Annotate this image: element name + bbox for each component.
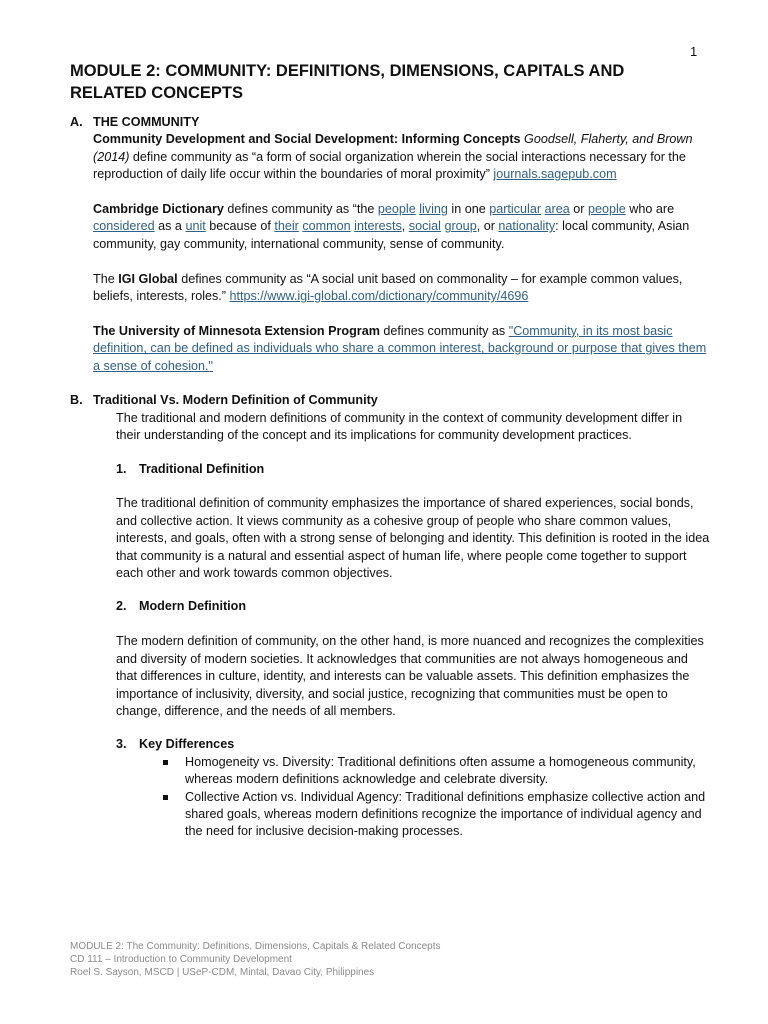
link-common[interactable]: common [302, 219, 351, 234]
traditional-definition-heading [70, 461, 710, 478]
link-area[interactable]: area [544, 202, 570, 217]
subheading-title: Key Differences [139, 737, 235, 752]
list-item [185, 789, 710, 841]
link-people[interactable]: people [377, 202, 416, 217]
footer-module-line: MODULE 2: The Community: Definitions, Dimensions, Capitals & Related Concepts [70, 941, 441, 952]
footer-author-line: Roel S. Sayson, MSCD | USeP-CDM, Mintal, Davao City, Philippines [70, 967, 375, 979]
link-unit[interactable]: unit [185, 219, 206, 234]
subheading-title: Traditional Definition [139, 461, 265, 476]
key-differences-list [70, 754, 710, 841]
link-particular[interactable]: particular [489, 202, 542, 217]
document-body [70, 114, 710, 841]
section-b-heading [70, 392, 710, 409]
list-item [185, 754, 710, 789]
cambridge-text: , [401, 219, 406, 234]
subheading-number: 1. [116, 461, 127, 476]
list-item-text: Collective Action vs. Individual Agency: Traditional definitions emphasize collective action and shared goals, whereas modern definitions recognize the importance of individual agency and the need for inclusive decision-making processes. [185, 789, 706, 839]
link-people-2[interactable]: people [587, 202, 626, 217]
subheading-number: 3. [116, 737, 127, 752]
section-a-title: THE COMMUNITY [93, 115, 200, 129]
cambridge-text: defines community as “the [227, 202, 375, 217]
igi-text: defines community as “A social unit based on commonality – for example common values, beliefs, interests, roles.” [93, 271, 683, 304]
subheading-title: Modern Definition [139, 599, 247, 614]
section-a-heading [70, 114, 710, 131]
page-title: MODULE 2: COMMUNITY: DEFINITIONS, DIMENSIONS, CAPITALS AND RELATED CONCEPTS [70, 62, 625, 102]
cambridge-text: , or [476, 219, 495, 234]
modern-definition-body: The modern definition of community, on the other hand, is more nuanced and recognizes the complexities and diversity of modern societies. It acknowledges that communities are not always homogeneous and that differences in culture, identity, and interests can be valuable assets. This definition emphasizes the importance of inclusivity, diversity, and social justice, recognizing that communities must be open to change, difference, and the needs of all members. [116, 634, 704, 718]
minnesota-source: The University of Minnesota Extension Program [93, 323, 380, 338]
link-considered[interactable]: considered [93, 219, 155, 234]
modern-definition-heading [70, 598, 710, 615]
cambridge-text: as a [158, 219, 182, 234]
sagepub-link[interactable]: journals.sagepub.com [493, 167, 617, 182]
igi-definition [70, 271, 710, 306]
cambridge-text: who are [629, 202, 675, 217]
goodsell-definition [70, 131, 710, 183]
section-a-letter: A. [70, 115, 83, 129]
list-item-text: Homogeneity vs. Diversity: Traditional definitions often assume a homogeneous community, whereas modern definitions acknowledge and celebrate diversity. [185, 754, 696, 787]
igi-link[interactable]: https://www.igi-global.com/dictionary/community/4696 [229, 289, 529, 304]
cambridge-text: : local community, Asian community, gay community, international community, sense of community. [93, 219, 690, 251]
goodsell-authors: Goodsell, Flaherty, and Brown (2014) [93, 132, 693, 164]
minnesota-text: defines community as [383, 323, 506, 338]
page-footer [70, 940, 710, 980]
cambridge-source: Cambridge Dictionary [93, 202, 224, 217]
igi-source: IGI Global [118, 271, 178, 286]
footer-course-line: CD 111 – Introduction to Community Development [70, 954, 292, 966]
key-differences-heading [70, 736, 710, 753]
goodsell-text: define community as “a form of social organization wherein the social interactions necessary for the reproduction of daily life occur within the boundaries of moral proximity” [93, 149, 686, 182]
section-b-intro: The traditional and modern definitions of community in the context of community development differ in their understanding of the concept and its implications for community development practices. [116, 410, 683, 443]
cambridge-definition [70, 201, 710, 253]
igi-prefix: The [93, 271, 115, 286]
page-number: 1 [690, 44, 698, 59]
minnesota-definition [70, 323, 710, 375]
link-interests[interactable]: interests [354, 219, 402, 234]
goodsell-source: Community Development and Social Development: Informing Concepts [93, 132, 521, 147]
section-b-letter: B. [70, 393, 83, 408]
link-living[interactable]: living [419, 202, 448, 217]
cambridge-text: because of [209, 219, 271, 234]
minnesota-link[interactable]: "Community, in its most basic definition, can be defined as individuals who share a common interest, background or purpose that gives them a sense of cohesion." [93, 323, 707, 373]
link-social[interactable]: social [408, 219, 441, 234]
link-group[interactable]: group [444, 219, 477, 234]
link-their[interactable]: their [274, 219, 299, 234]
traditional-definition-body: The traditional definition of community emphasizes the importance of shared experiences, social bonds, and collective action. It views community as a cohesive group of people who share common values, interests, and goals, often with a strong sense of belonging and identity. This definition is rooted in the idea that community is a natural and essential aspect of human life, where people come together to support each other and work towards common objectives. [116, 496, 710, 581]
square-bullet-icon [163, 760, 168, 765]
link-nationality[interactable]: nationality [498, 219, 556, 234]
section-b-title: Traditional Vs. Modern Definition of Community [93, 393, 378, 408]
square-bullet-icon [163, 795, 168, 800]
cambridge-text: or [573, 202, 585, 217]
subheading-number: 2. [116, 599, 127, 614]
cambridge-text: in one [451, 202, 486, 217]
